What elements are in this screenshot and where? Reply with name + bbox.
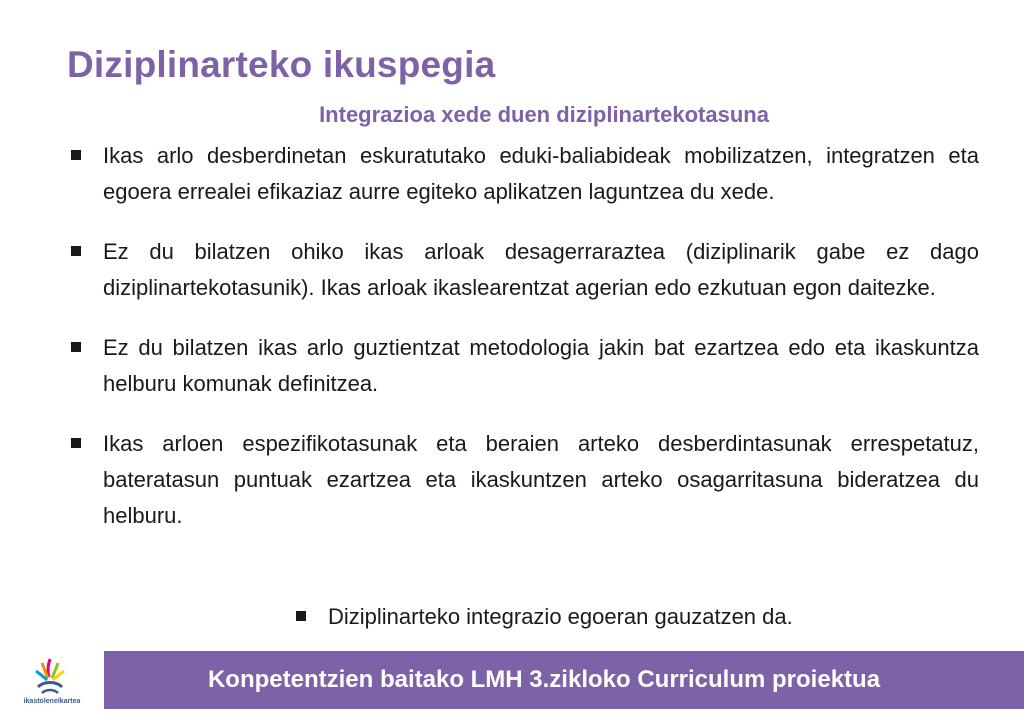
logo-caption: ikastolenelkartea [23,698,81,705]
ikastolen-elkartea-logo [0,651,104,709]
square-bullet-icon [71,342,81,352]
bullet-text: Ez du bilatzen ikas arlo guztientzat metodologia jakin bat ezartzea edo eta ikaskuntza helburu komunak definitzea. [103,335,979,396]
bullet-text: Ez du bilatzen ohiko ikas arloak desagerraraztea (diziplinarik gabe ez dago diziplinartekotasunik). Ikas arloak ikaslearentzat agerian edo ezkutuan egon daitezke. [103,239,979,300]
bullet-item [67,330,979,402]
slide-title: Diziplinarteko ikuspegia [67,44,496,85]
slide-subtitle: Integrazioa xede duen diziplinartekotasuna [319,102,769,127]
bullet-list [67,138,979,558]
bullet-text: Ikas arloen espezifikotasunak eta beraien arteko desberdintasunak errespetatuz, bateratasun puntuak ezartzea eta ikaskuntzen arteko osagarritasuna bideratzea du helburu. [103,431,979,528]
square-bullet-icon [296,611,306,621]
bullet-item [67,234,979,306]
bullet-item [67,138,979,210]
square-bullet-icon [71,150,81,160]
bullet-item-indented [292,599,793,635]
square-bullet-icon [71,246,81,256]
bullet-text: Ikas arlo desberdinetan eskuratutako eduki-baliabideak mobilizatzen, integratzen eta egoera errealei efikaziaz aurre egiteko aplikatzen laguntzea du xede. [103,143,979,204]
bullet-text: Diziplinarteko integrazio egoeran gauzatzen da. [328,604,793,629]
footer-bar [104,651,1024,709]
footer-text: Konpetentzien baitako LMH 3.zikloko Curriculum proiektua [207,666,881,693]
square-bullet-icon [71,438,81,448]
bullet-item [67,426,979,534]
